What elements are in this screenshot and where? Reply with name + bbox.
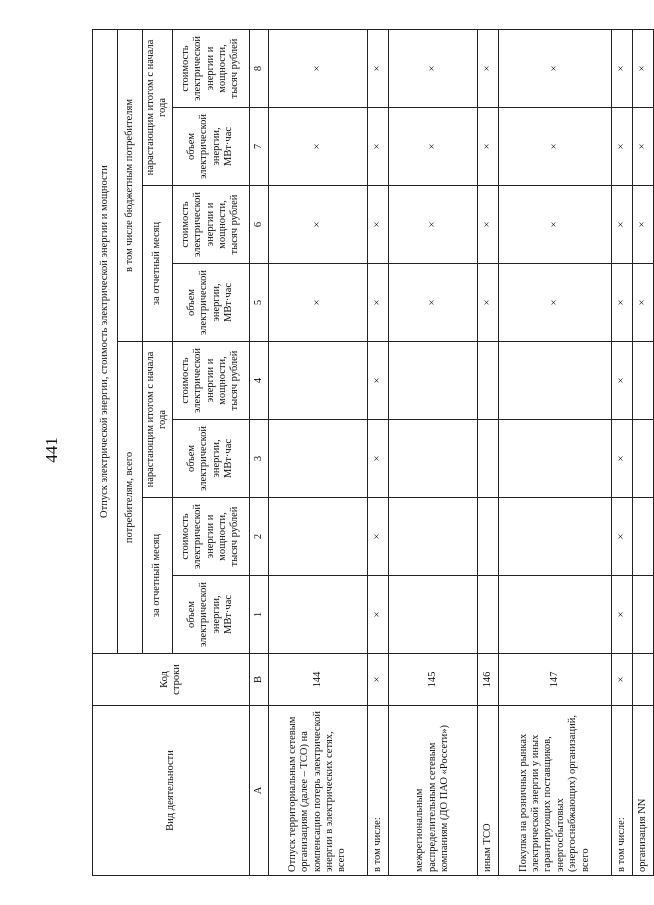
header-volume: объем электрической энергии, МВт·час [172,420,249,498]
value-cell [632,342,653,420]
header-volume: объем электрической энергии, МВт·час [172,264,249,342]
value-cell [498,342,611,420]
value-cell [498,576,611,654]
row-code: 146 [477,654,498,706]
value-cell: × [632,108,653,186]
value-cell: × [367,108,388,186]
table-row [388,30,477,876]
value-cell: × [498,30,611,108]
rotated-table-container [92,30,649,876]
row-code: 144 [268,654,367,706]
value-cell: × [611,576,632,654]
header-cost: стоимость электрической энергии и мощности, тысяч рублей [172,30,249,108]
header-activity: Вид деятельности [93,706,250,876]
header-code: Код строки [93,654,250,706]
value-cell: × [367,186,388,264]
value-cell [268,420,367,498]
value-cell: × [498,186,611,264]
value-cell [632,576,653,654]
row-name: организация NN [632,706,653,876]
table-row [477,30,498,876]
value-cell [477,342,498,420]
header-group: Отпуск электрической энергии, стоимость электрической энергии и мощности [93,30,118,654]
header-cost: стоимость электрической энергии и мощности, тысяч рублей [172,186,249,264]
value-cell [388,420,477,498]
value-cell [268,498,367,576]
value-cell [388,498,477,576]
value-cell: × [611,420,632,498]
header-budget-consumers: в том числе бюджетным потребителям [118,30,143,342]
row-code: × [367,654,388,706]
value-cell: × [477,264,498,342]
value-cell: × [388,186,477,264]
value-cell: × [611,30,632,108]
row-name: Отпуск территориальным сетевым организациям (далее – ТСО) на компенсацию потерь электрической энергии в электрических сетях, всего [268,706,367,876]
value-cell: × [611,264,632,342]
header-month: за отчетный месяц [143,498,173,654]
index-cell: А [249,706,268,876]
value-cell: × [388,108,477,186]
index-cell: 5 [249,264,268,342]
value-cell: × [268,264,367,342]
value-cell [477,420,498,498]
value-cell: × [632,186,653,264]
value-cell: × [268,108,367,186]
index-cell: 3 [249,420,268,498]
row-name: Покупка на розничных рынках электрической энергии у иных гарантирующих поставщиков, энергосбытовых (энергоснабжающих) организаций, всего [498,706,611,876]
value-cell: × [367,576,388,654]
header-ytd: нарастающим итогом с начала года [143,30,173,186]
row-code [632,654,653,706]
table-row [268,30,367,876]
value-cell: × [268,30,367,108]
value-cell [498,498,611,576]
page-number: 441 [42,437,61,463]
value-cell: × [367,420,388,498]
table-row [632,30,653,876]
value-cell: × [477,186,498,264]
value-cell: × [498,264,611,342]
header-volume: объем электрической энергии, МВт·час [172,108,249,186]
value-cell [268,576,367,654]
header-cost: стоимость электрической энергии и мощности, тысяч рублей [172,342,249,420]
index-cell: 6 [249,186,268,264]
value-cell [388,342,477,420]
row-code: 145 [388,654,477,706]
value-cell [388,576,477,654]
value-cell [632,498,653,576]
value-cell: × [388,30,477,108]
value-cell: × [611,498,632,576]
header-ytd: нарастающим итогом с начала года [143,342,173,498]
value-cell: × [388,264,477,342]
index-cell: 4 [249,342,268,420]
value-cell [477,576,498,654]
index-cell: 2 [249,498,268,576]
value-cell: × [611,186,632,264]
table-row [498,30,611,876]
table-row [367,30,388,876]
value-cell: × [268,186,367,264]
index-cell: 1 [249,576,268,654]
row-name: межрегиональным распределительным сетевым компаниям (ДО ПАО «Россети») [388,706,477,876]
table-row [611,30,632,876]
value-cell: × [367,498,388,576]
index-cell: 7 [249,108,268,186]
header-all-consumers: потребителям, всего [118,342,143,654]
row-name: иным ТСО [477,706,498,876]
value-cell: × [367,30,388,108]
value-cell [268,342,367,420]
row-name: в том числе: [611,706,632,876]
value-cell: × [367,264,388,342]
row-name: в том числе: [367,706,388,876]
row-code: × [611,654,632,706]
value-cell: × [498,108,611,186]
index-cell: В [249,654,268,706]
row-code: 147 [498,654,611,706]
value-cell: × [367,342,388,420]
header-cost: стоимость электрической энергии и мощности, тысяч рублей [172,498,249,576]
value-cell [477,498,498,576]
value-cell [632,420,653,498]
header-volume: объем электрической энергии, МВт·час [172,576,249,654]
value-cell: × [632,30,653,108]
header-month: за отчетный месяц [143,186,173,342]
value-cell [498,420,611,498]
value-cell: × [632,264,653,342]
energy-sales-table [92,29,654,876]
value-cell: × [611,342,632,420]
index-cell: 8 [249,30,268,108]
value-cell: × [477,108,498,186]
value-cell: × [477,30,498,108]
value-cell: × [611,108,632,186]
